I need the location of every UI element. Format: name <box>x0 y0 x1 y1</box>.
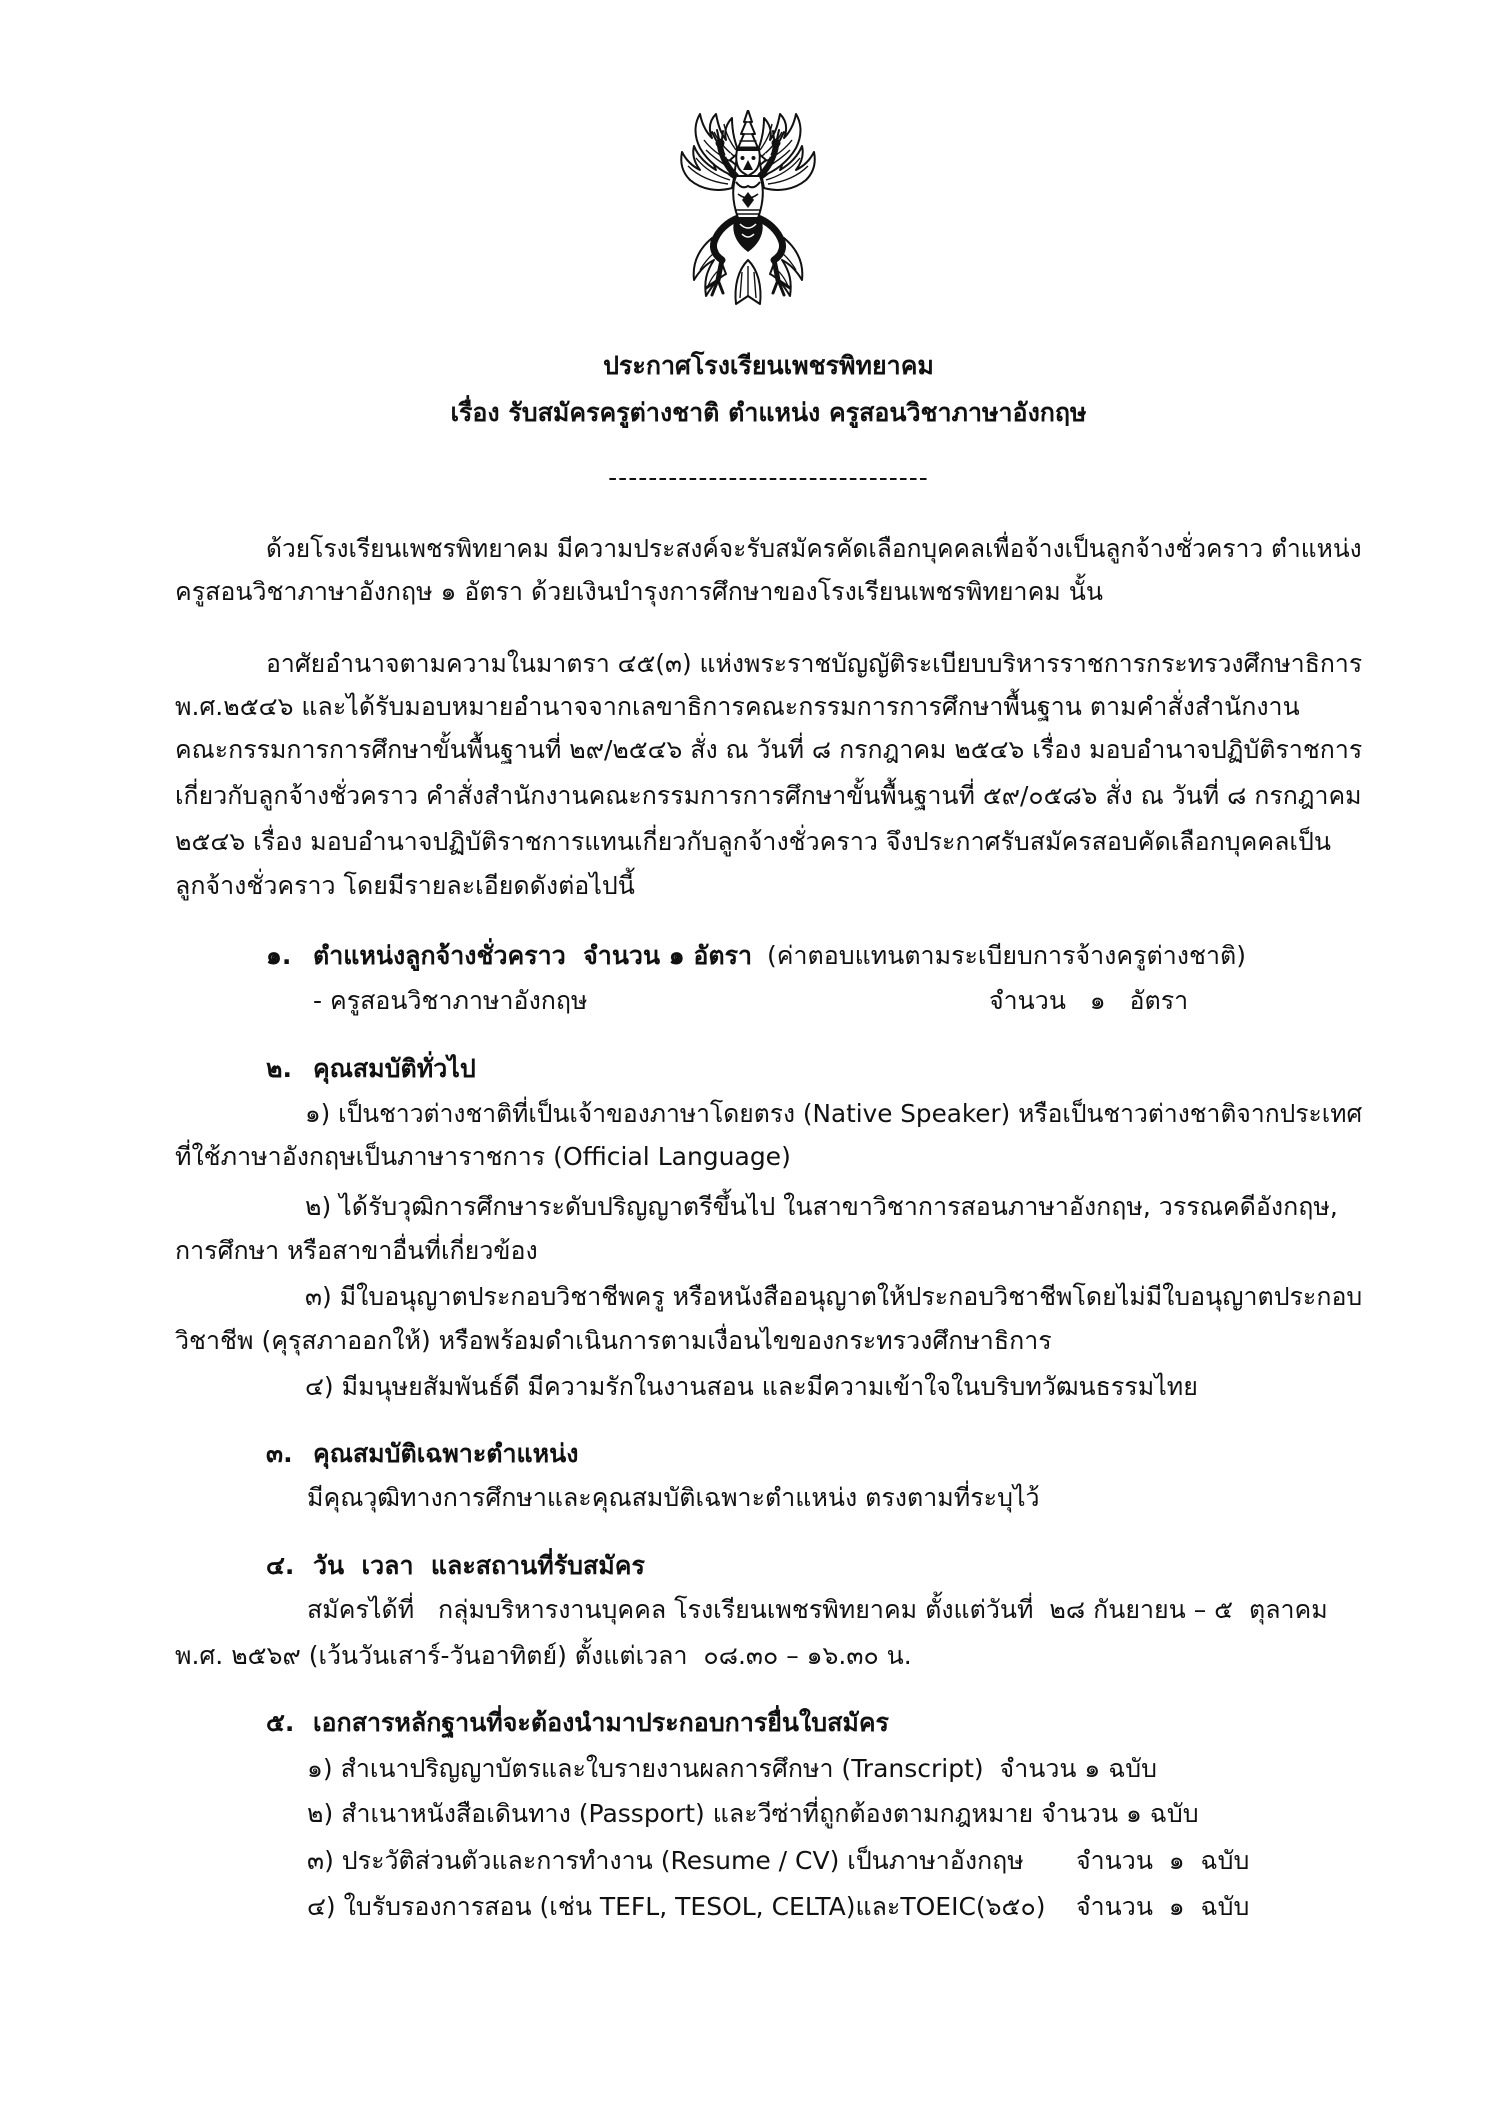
qualification-line: ที่ใช้ภาษาอังกฤษเป็นภาษาราชการ (Official Language) <box>175 1142 791 1171</box>
authority-line: อาศัยอำนาจตามความในมาตรา ๔๕(๓) แห่งพระราชบัญญัติระเบียบบริหารราชการกระทรวงศึกษาธิการ <box>266 649 1363 678</box>
compensation-note: (ค่าตอบแทนตามระเบียบการจ้างครูต่างชาติ) <box>767 941 1246 970</box>
qualification-line: ๒) ได้รับวุฒิการศึกษาระดับปริญญาตรีขึ้นไป ในสาขาวิชาการสอนภาษาอังกฤษ, วรรณคดีอังกฤษ, <box>305 1192 1338 1221</box>
section-title: วัน เวลา และสถานที่รับสมัคร <box>313 1551 645 1580</box>
document-item: ๑) สำเนาปริญญาบัตรและใบรายงานผลการศึกษา (Transcript) จำนวน ๑ ฉบับ <box>307 1754 1157 1783</box>
section-title: ตำแหน่งลูกจ้างชั่วคราว จำนวน ๑ อัตรา <box>313 941 753 970</box>
section-number: ๕. <box>266 1708 295 1737</box>
authority-line: ๒๕๔๖ เรื่อง มอบอำนาจปฏิบัติราชการแทนเกี่ยวกับลูกจ้างชั่วคราว จึงประกาศรับสมัครสอบคัดเลือกบุคคลเป็น <box>175 827 1331 856</box>
specific-qualification-text: มีคุณวุฒิทางการศึกษาและคุณสมบัติเฉพาะตำแหน่ง ตรงตามที่ระบุไว้ <box>307 1483 1040 1512</box>
document-count: จำนวน ๑ ฉบับ <box>1076 1892 1250 1921</box>
document-item: ๔) ใบรับรองการสอน (เช่น TEFL, TESOL, CELTA)และTOEIC(๖๕๐) <box>307 1892 1046 1921</box>
intro-line: ครูสอนวิชาภาษาอังกฤษ ๑ อัตรา ด้วยเงินบำรุงการศึกษาของโรงเรียนเพชรพิทยาคม นั้น <box>175 577 1103 606</box>
garuda-emblem-icon <box>676 110 820 308</box>
document-item: ๒) สำเนาหนังสือเดินทาง (Passport) และวีซ่าที่ถูกต้องตามกฎหมาย จำนวน ๑ ฉบับ <box>307 1799 1199 1828</box>
announcement-subject: เรื่อง รับสมัครครูต่างชาติ ตำแหน่ง ครูสอนวิชาภาษาอังกฤษ <box>450 398 1087 427</box>
qualification-line: วิชาชีพ (คุรุสภาออกให้) หรือพร้อมดำเนินการตามเงื่อนไขของกระทรวงศึกษาธิการ <box>175 1326 1052 1355</box>
application-line: พ.ศ. ๒๕๖๙ (เว้นวันเสาร์-วันอาทิตย์) ตั้งแต่เวลา ๐๘.๓๐ – ๑๖.๓๐ น. <box>175 1641 912 1670</box>
intro-line: ด้วยโรงเรียนเพชรพิทยาคม มีความประสงค์จะรับสมัครคัดเลือกบุคคลเพื่อจ้างเป็นลูกจ้างชั่วคราว ตำแหน่ง <box>266 534 1362 563</box>
qualification-line: ๑) เป็นชาวต่างชาติที่เป็นเจ้าของภาษาโดยตรง (Native Speaker) หรือเป็นชาวต่างชาติจากประเทศ <box>305 1099 1363 1128</box>
section-number: ๔. <box>266 1551 295 1580</box>
title-separator: -------------------------------- <box>608 463 929 492</box>
section-title: คุณสมบัติเฉพาะตำแหน่ง <box>313 1439 579 1468</box>
authority-line: เกี่ยวกับลูกจ้างชั่วคราว คำสั่งสำนักงานคณะกรรมการการศึกษาขั้นพื้นฐานที่ ๕๙/๐๕๘๖ สั่ง ณ วันที่ ๘ กรกฎาคม <box>175 781 1362 810</box>
section-title: คุณสมบัติทั่วไป <box>313 1054 476 1083</box>
section-number: ๒. <box>266 1054 292 1083</box>
authority-line: พ.ศ.๒๕๔๖ และได้รับมอบหมายอำนาจจากเลขาธิการคณะกรรมการการศึกษาพื้นฐาน ตามคำสั่งสำนักงาน <box>175 692 1300 721</box>
authority-line: คณะกรรมการการศึกษาขั้นพื้นฐานที่ ๒๙/๒๕๔๖ สั่ง ณ วันที่ ๘ กรกฎาคม ๒๕๔๖ เรื่อง มอบอำนาจปฏิบัติราชการ <box>175 735 1363 764</box>
qualification-line: การศึกษา หรือสาขาอื่นที่เกี่ยวข้อง <box>175 1236 538 1265</box>
section-title: เอกสารหลักฐานที่จะต้องนำมาประกอบการยื่นใบสมัคร <box>313 1708 889 1737</box>
qualification-line: ๔) มีมนุษยสัมพันธ์ดี มีความรักในงานสอน และมีความเข้าใจในบริบทวัฒนธรรมไทย <box>305 1372 1198 1401</box>
document-item: ๓) ประวัติส่วนตัวและการทำงาน (Resume / CV) เป็นภาษาอังกฤษ <box>307 1846 1024 1875</box>
document-count: จำนวน ๑ ฉบับ <box>1076 1846 1250 1875</box>
announcement-title: ประกาศโรงเรียนเพชรพิทยาคม <box>603 351 934 380</box>
position-item: - ครูสอนวิชาภาษาอังกฤษ <box>313 986 588 1015</box>
section-number: ๓. <box>266 1439 293 1468</box>
qualification-line: ๓) มีใบอนุญาตประกอบวิชาชีพครู หรือหนังสืออนุญาตให้ประกอบวิชาชีพโดยไม่มีใบอนุญาตประกอบ <box>305 1282 1363 1311</box>
application-line: สมัครได้ที่ กลุ่มบริหารงานบุคคล โรงเรียนเพชรพิทยาคม ตั้งแต่วันที่ ๒๘ กันยายน – ๕ ตุลาคม <box>307 1595 1328 1624</box>
position-count: จำนวน ๑ อัตรา <box>989 986 1189 1015</box>
section-number: ๑. <box>266 941 292 970</box>
authority-line: ลูกจ้างชั่วคราว โดยมีรายละเอียดดังต่อไปนี้ <box>175 871 635 900</box>
